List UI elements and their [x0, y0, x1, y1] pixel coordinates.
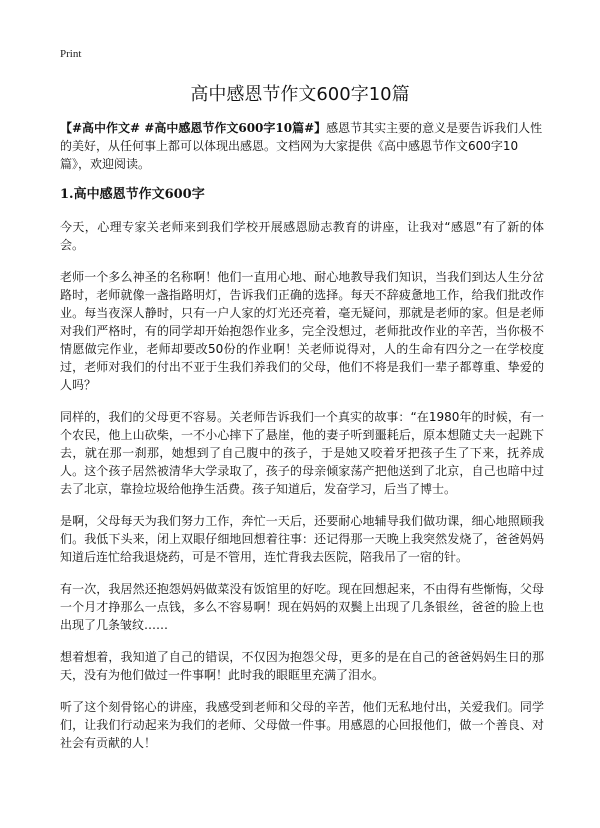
intro-paragraph — [60, 119, 544, 173]
intro-text: 感恩节其实主要的意义是要告诉我们人性的美好，从任何事上都可以体现出感恩。文档网为大家提供《高中感恩节作文600字10篇》，欢迎阅读。 — [60, 121, 543, 171]
print-link[interactable]: Print — [60, 48, 82, 60]
section-title: 1.高中感恩节作文600字 — [60, 187, 205, 202]
page-title: 高中感恩节作文600字10篇 — [190, 84, 410, 105]
paragraph-3: 同样的，我们的父母更不容易。关老师告诉我们一个真实的故事：“在1980年的时候，有一个农民，他上山砍柴，一不小心摔下了悬崖，他的妻子听到噩耗后，原本想随丈夫一起跳下去，就在那一刹那，她想到了自己腹中的孩子，于是她又咬着牙把孩子生了下来，抚养成人。这个孩子居然被清华大学录取了，孩子的母亲倾家荡产把他送到了北京，自己也暗中过去了北京，靠捡垃圾给他挣生活费。孩子知道后，发奋学习，后当了博士。 — [60, 410, 544, 496]
paragraph-6: 想着想着，我知道了自己的错误，不仅因为抱怨父母，更多的是在自己的爸爸妈妈生日的那天，没有为他们做过一件事啊！此时我的眼眶里充满了泪水。 — [60, 650, 544, 682]
paragraph-1: 今天，心理专家关老师来到我们学校开展感恩励志教育的讲座，让我对“感恩”有了新的体会。 — [60, 220, 544, 252]
paragraph-7: 听了这个刻骨铭心的讲座，我感受到老师和父母的辛苦，他们无私地付出，关爱我们。同学们，让我们行动起来为我们的老师、父母做一件事。用感恩的心回报他们，做一个善良、对社会有贡献的人！ — [60, 700, 544, 750]
paragraph-5: 有一次，我居然还抱怨妈妈做菜没有饭馆里的好吃。现在回想起来，不由得有些惭悔，父母一个月才挣那么一点钱，多么不容易啊！现在妈妈的双鬓上出现了几条银丝，爸爸的脸上也出现了几条皱纹…… — [60, 582, 544, 632]
paragraph-4: 是啊，父母每天为我们努力工作，奔忙一天后，还要耐心地辅导我们做功课，细心地照顾我们。我低下头来，闭上双眼仔细地回想着往事：还记得那一天晚上我突然发烧了，爸爸妈妈知道后连忙给我退烧药，可是不管用，连忙背我去医院，陪我吊了一宿的针。 — [60, 514, 544, 564]
article-body — [60, 119, 544, 766]
paragraph-2: 老师一个多么神圣的名称啊！他们一直用心地、耐心地教导我们知识，当我们到达人生分岔路时，老师就像一盏指路明灯，告诉我们正确的选择。每天不辞疲惫地工作，给我们批改作业。每当夜深人静时，只有一户人家的灯光还亮着，毫无疑问，那就是老师的家。但是老师对我们严格时，有的同学却开始抱怨作业多，完全没想过，老师批改作业的辛苦，当你极不情愿做完作业，老师却要改50份的作业啊！关老师说得对，人的生命有四分之一在学校度过，老师对我们的付出不亚于生我们养我们的父母，他们不将是我们一辈子都尊重、挚爱的人吗？ — [60, 270, 544, 392]
intro-tag: 【#高中作文# #高中感恩节作文600字10篇#】 — [60, 121, 327, 135]
